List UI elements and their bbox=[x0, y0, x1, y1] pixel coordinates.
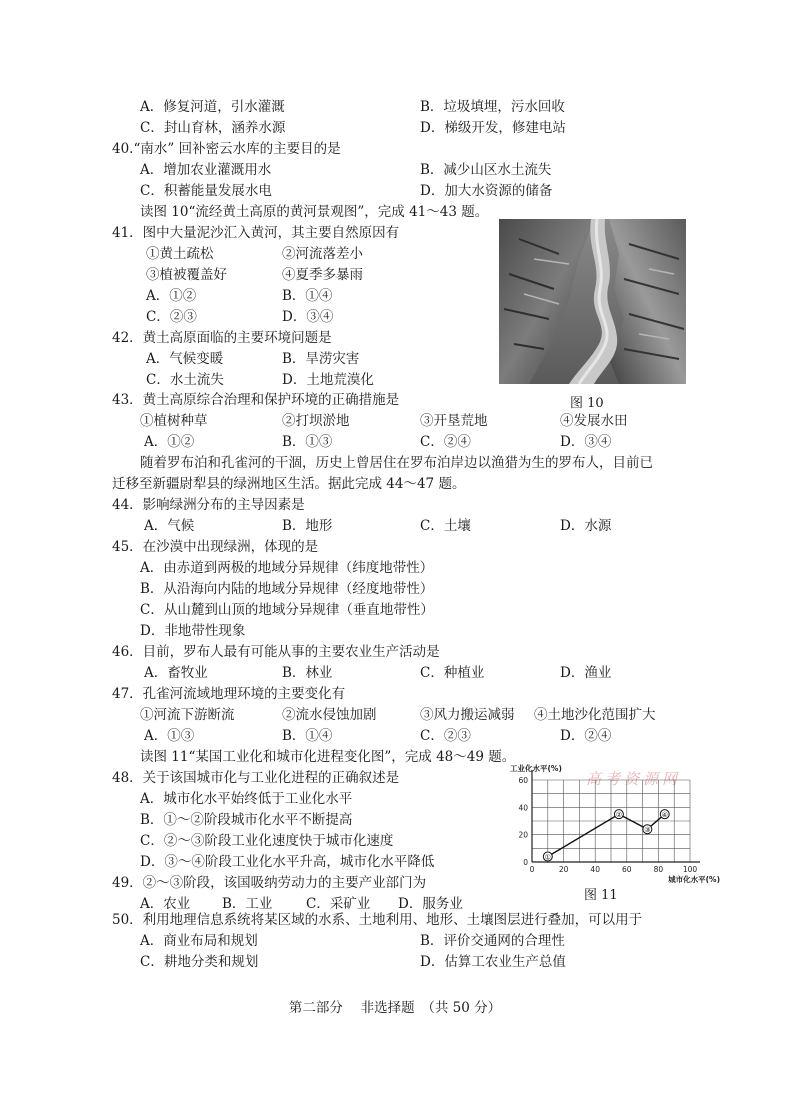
figure-10-caption: 图 10 bbox=[570, 396, 604, 411]
q39-option-c: C．封山育林，涵养水源 bbox=[140, 120, 286, 136]
q47-option-a: A．①③ bbox=[144, 728, 195, 744]
q41-option-c: C．②③ bbox=[146, 309, 197, 325]
q41-statement-2: ②河流落差小 bbox=[282, 246, 363, 262]
intro-41-43: 读图 10“流经黄土高原的黄河景观图”，完成 41～43 题。 bbox=[140, 204, 489, 220]
q40-option-a: A．增加农业灌溉用水 bbox=[140, 162, 272, 178]
q49-option-c: C．采矿业 bbox=[306, 896, 371, 912]
y-tick-label: 20 bbox=[518, 830, 528, 840]
y-axis-title: 工业化水平(%) bbox=[510, 764, 562, 773]
q44-option-c: C．土壤 bbox=[420, 518, 471, 534]
q44-option-b: B．地形 bbox=[282, 518, 333, 534]
q40-option-d: D．加大水资源的储备 bbox=[420, 183, 553, 199]
q43-statement-1: ①植树种草 bbox=[140, 413, 208, 429]
x-axis-title: 城市化水平(%) bbox=[668, 875, 720, 884]
q46-option-a: A．畜牧业 bbox=[144, 665, 208, 681]
q41-option-a: A．①② bbox=[146, 288, 197, 304]
q45-option-c: C．从山麓到山顶的地域分异规律（垂直地带性） bbox=[140, 602, 434, 618]
q49-stem: 49．②～③阶段，该国吸纳劳动力的主要产业部门为 bbox=[112, 875, 427, 891]
q49-option-d: D．服务业 bbox=[398, 896, 463, 912]
x-tick-label: 100 bbox=[682, 865, 698, 874]
q49-option-b: B．工业 bbox=[222, 896, 273, 912]
q45-option-a: A．由赤道到两极的地域分异规律（纬度地带性） bbox=[140, 560, 434, 576]
q41-stem: 41．图中大量泥沙汇入黄河，其主要自然原因有 bbox=[112, 225, 400, 241]
q43-option-b: B．①③ bbox=[282, 434, 333, 450]
q43-option-c: C．②④ bbox=[420, 434, 471, 450]
intro-44-47-line2: 迁移至新疆尉犁县的绿洲地区生活。据此完成 44～47 题。 bbox=[112, 476, 466, 492]
x-tick-label: 80 bbox=[653, 865, 664, 874]
q45-stem: 45．在沙漠中出现绿洲，体现的是 bbox=[112, 539, 319, 555]
q49-option-a: A．农业 bbox=[140, 896, 191, 912]
q44-option-d: D．水源 bbox=[560, 518, 612, 534]
y-tick-label: 60 bbox=[518, 776, 528, 785]
figure-11-chart bbox=[504, 762, 722, 884]
q42-option-d: D．土地荒漠化 bbox=[282, 372, 374, 388]
q41-statement-1: ①黄土疏松 bbox=[146, 246, 214, 262]
q50-option-b: B．评价交通网的合理性 bbox=[420, 933, 565, 949]
data-point-label: ③ bbox=[644, 826, 651, 835]
q42-option-c: C．水土流失 bbox=[146, 372, 224, 388]
intro-48-49: 读图 11“某国工业化和城市化进程变化图”，完成 48～49 题。 bbox=[140, 749, 516, 765]
section-2-heading: 第二部分 非选择题 （共 50 分） bbox=[288, 1000, 502, 1016]
q43-statement-3: ③开垦荒地 bbox=[420, 413, 488, 429]
q45-option-b: B．从沿海向内陆的地域分异规律（经度地带性） bbox=[140, 581, 434, 597]
q48-option-c: C．②～③阶段工业化速度快于城市化速度 bbox=[140, 833, 394, 849]
q48-option-d: D．③～④阶段工业化水平升高，城市化水平降低 bbox=[140, 854, 435, 870]
q50-option-a: A．商业布局和规划 bbox=[140, 933, 258, 949]
q48-option-a: A．城市化水平始终低于工业化水平 bbox=[140, 791, 353, 807]
intro-44-47-line1: 随着罗布泊和孔雀河的干涸，历史上曾居住在罗布泊岸边以渔猎为生的罗布人，目前已 bbox=[140, 455, 653, 471]
q50-option-d: D．估算工农业生产总值 bbox=[420, 954, 566, 970]
q40-option-b: B．减少山区水土流失 bbox=[420, 162, 552, 178]
q39-option-a: A．修复河道，引水灌溉 bbox=[140, 99, 285, 115]
x-tick-label: 20 bbox=[558, 865, 569, 874]
q50-stem: 50．利用地理信息系统将某区域的水系、土地利用、地形、土壤图层进行叠加，可以用于 bbox=[112, 912, 643, 928]
q44-option-a: A．气候 bbox=[144, 518, 195, 534]
q46-option-b: B．林业 bbox=[282, 665, 333, 681]
q41-statement-4: ④夏季多暴雨 bbox=[282, 267, 363, 283]
q41-option-b: B．①④ bbox=[282, 288, 333, 304]
chart-svg bbox=[504, 762, 722, 884]
figure-11-caption: 图 11 bbox=[584, 888, 618, 903]
q42-option-a: A．气候变暖 bbox=[146, 351, 224, 367]
q41-option-d: D．③④ bbox=[282, 309, 334, 325]
q47-statement-4: ④土地沙化范围扩大 bbox=[534, 707, 656, 723]
q47-option-d: D．②④ bbox=[560, 728, 612, 744]
q42-option-b: B．旱涝灾害 bbox=[282, 351, 360, 367]
x-tick-label: 0 bbox=[529, 865, 535, 874]
q48-stem: 48．关于该国城市化与工业化进程的正确叙述是 bbox=[112, 770, 400, 786]
watermark-stamp: 高考资源网 bbox=[586, 770, 682, 788]
q45-option-d: D．非地带性现象 bbox=[140, 623, 246, 639]
q39-option-d: D．梯级开发，修建电站 bbox=[420, 120, 566, 136]
data-point-label: ① bbox=[544, 853, 551, 862]
q44-stem: 44．影响绿洲分布的主导因素是 bbox=[112, 497, 305, 513]
q39-option-b: B．垃圾填埋，污水回收 bbox=[420, 99, 565, 115]
q43-option-a: A．①② bbox=[144, 434, 195, 450]
x-tick-label: 60 bbox=[622, 865, 632, 874]
q47-statement-3: ③风力搬运减弱 bbox=[420, 707, 515, 723]
q41-statement-3: ③植被覆盖好 bbox=[146, 267, 227, 283]
q47-statement-2: ②流水侵蚀加剧 bbox=[282, 707, 377, 723]
y-tick-label: 0 bbox=[523, 858, 528, 867]
q40-option-c: C．积蓄能量发展水电 bbox=[140, 183, 272, 199]
y-tick-label: 40 bbox=[518, 803, 528, 813]
data-point-label: ② bbox=[615, 811, 623, 820]
q50-option-c: C．耕地分类和规划 bbox=[140, 954, 259, 970]
q46-stem: 46．目前，罗布人最有可能从事的主要农业生产活动是 bbox=[112, 644, 440, 660]
q43-stem: 43．黄土高原综合治理和保护环境的正确措施是 bbox=[112, 392, 400, 408]
q48-option-b: B．①～②阶段城市化水平不断提高 bbox=[140, 812, 353, 828]
q43-statement-4: ④发展水田 bbox=[560, 413, 628, 429]
x-tick-label: 40 bbox=[590, 865, 600, 874]
q47-option-b: B．①④ bbox=[282, 728, 333, 744]
q43-statement-2: ②打坝淤地 bbox=[282, 413, 350, 429]
data-point-label: ④ bbox=[661, 811, 668, 820]
yellow-river-photo bbox=[499, 219, 686, 384]
q47-statement-1: ①河流下游断流 bbox=[140, 707, 235, 723]
q40-stem: 40.“南水” 回补密云水库的主要目的是 bbox=[112, 141, 341, 157]
series-line bbox=[548, 814, 665, 856]
q46-option-c: C．种植业 bbox=[420, 665, 485, 681]
q42-stem: 42．黄土高原面临的主要环境问题是 bbox=[112, 330, 332, 346]
q47-stem: 47．孔雀河流域地理环境的主要变化有 bbox=[112, 686, 346, 702]
q43-option-d: D．③④ bbox=[560, 434, 612, 450]
q46-option-d: D．渔业 bbox=[560, 665, 612, 681]
q47-option-c: C．②③ bbox=[420, 728, 471, 744]
